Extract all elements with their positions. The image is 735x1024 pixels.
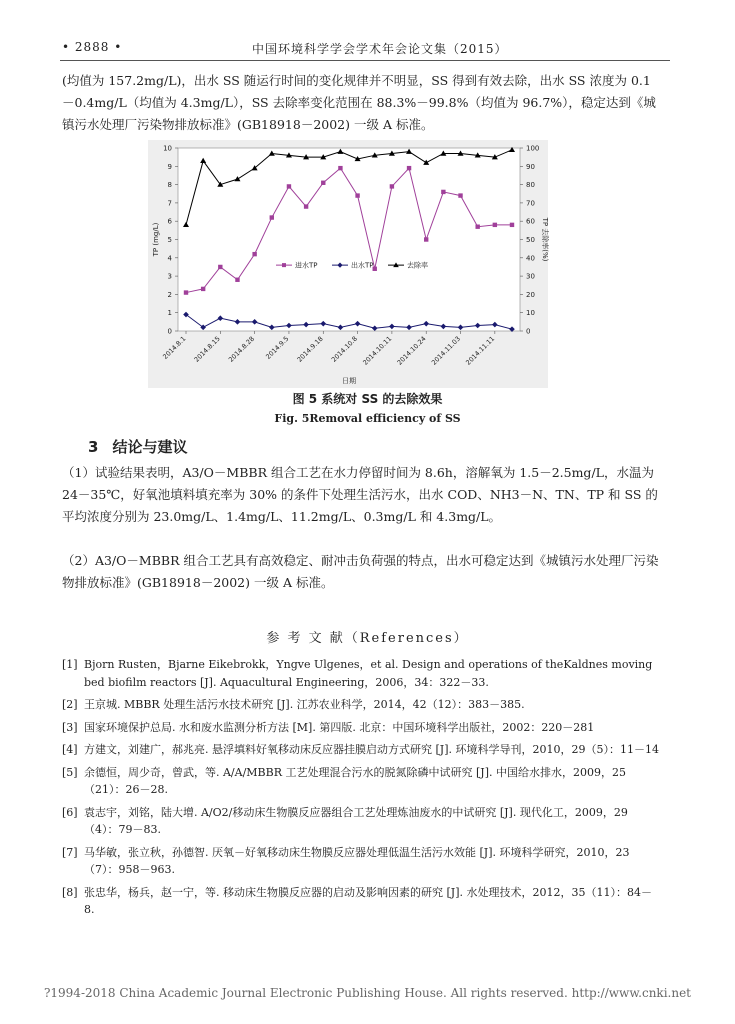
data-point-inflow-tp <box>338 166 342 170</box>
plot-area <box>178 148 520 331</box>
reference-item <box>62 884 662 919</box>
section-number: 3 <box>88 438 99 456</box>
y-tick-label: 0 <box>167 327 172 336</box>
paragraph-conclusion-2: （2）A3/O－MBBR 组合工艺具有高效稳定、耐冲击负荷强的特点，出水可稳定达到《城镇污水处理厂污染物排放标准》(GB18918－2002) 一级 A 标准。 <box>62 553 659 590</box>
x-tick-label: 2014.9.5 <box>264 334 291 361</box>
y-tick-label: 2 <box>167 290 172 299</box>
reference-number: [4] <box>62 743 78 756</box>
x-tick-label: 2014.8.1 <box>161 334 188 361</box>
paragraph-ss-results: (均值为 157.2mg/L)，出水 SS 随运行时间的变化规律并不明显，SS 得到有效去除，出水 SS 浓度为 0.1－0.4mg/L（均值为 4.3mg/L），SS 去除率变化范围在 88.3%－99.8%（均值为 96.7%），稳定达到《城镇污水处理厂污染物排放标准》(GB18918－2002) 一级 A 标准。 <box>62 73 656 132</box>
reference-item <box>62 656 662 691</box>
y2-tick-label: 70 <box>526 199 535 208</box>
reference-text: 袁志宇，刘铭，陆大增. A/O2/移动床生物膜反应器组合工艺处理炼油废水的中试研究 [J]. 现代化工，2009，29（4）：79－83. <box>84 805 628 836</box>
x-tick-label: 2014.10.11 <box>361 334 394 367</box>
y2-tick-label: 60 <box>526 217 535 226</box>
reference-text: 马华敏，张立秋，孙德智. 厌氧－好氧移动床生物膜反应器处理低温生活污水效能 [J]. 环境科学研究，2010，23（7）：958－963. <box>84 845 630 876</box>
y-axis-label: TP (mg/L) <box>152 222 160 257</box>
legend-label: 出水TP <box>351 261 374 270</box>
y2-tick-label: 0 <box>526 327 531 336</box>
reference-number: [6] <box>62 805 78 819</box>
y-tick-label: 3 <box>167 272 172 281</box>
reference-item <box>62 719 662 737</box>
reference-number: [2] <box>62 698 78 711</box>
reference-number: [3] <box>62 720 78 734</box>
x-tick-label: 2014.9.18 <box>295 334 325 364</box>
reference-item <box>62 764 662 799</box>
data-point-inflow-tp <box>493 223 497 227</box>
y-tick-label: 6 <box>167 217 172 226</box>
x-axis-label: 日期 <box>342 377 356 385</box>
data-point-inflow-tp <box>287 184 291 188</box>
y2-tick-label: 50 <box>526 236 535 244</box>
legend-marker <box>282 263 286 267</box>
reference-text: Bjorn Rusten，Bjarne Eikebrokk，Yngve Ulgenes，et al. Design and operations of theKaldnes moving bed biofilm reactors [J]. Aquacultural Engineering，2006，34：322－33. <box>84 658 653 689</box>
y-tick-label: 9 <box>167 162 172 171</box>
data-point-inflow-tp <box>218 265 222 269</box>
data-point-inflow-tp <box>184 290 188 294</box>
y2-tick-label: 90 <box>526 162 535 171</box>
y-tick-label: 4 <box>167 254 172 263</box>
data-point-inflow-tp <box>390 184 394 188</box>
data-point-inflow-tp <box>407 166 411 170</box>
reference-number: [5] <box>62 765 78 779</box>
section-heading <box>88 436 187 457</box>
references-title: 参 考 文 献（References） <box>266 631 469 646</box>
data-point-inflow-tp <box>510 223 514 227</box>
figure-caption-en: Fig. 5Removal efficiency of SS <box>274 412 461 425</box>
paragraph-conclusion-1: （1）试验结果表明，A3/O－MBBR 组合工艺在水力停留时间为 8.6h，溶解氧为 1.5－2.5mg/L，水温为 24－35℃，好氧池填料填充率为 30% 的条件下处理生活污水，出水 COD、NH3－N、TN、TP 和 SS 的平均浓度分别为 23.0mg/L、1.4mg/L、11.2mg/L、0.3mg/L 和 4.3mg/L。 <box>62 465 658 524</box>
y-tick-label: 7 <box>167 199 172 208</box>
tp-chart-svg <box>148 140 548 388</box>
reference-item <box>62 696 662 714</box>
data-point-inflow-tp <box>458 193 462 197</box>
x-tick-label: 2014.8.15 <box>192 334 222 364</box>
y2-tick-label: 10 <box>526 309 535 318</box>
reference-number: [7] <box>62 845 78 859</box>
x-tick-label: 2014.10.24 <box>395 334 428 367</box>
legend-label: 进水TP <box>295 261 318 270</box>
y-tick-label: 8 <box>167 181 172 190</box>
data-point-inflow-tp <box>252 252 256 256</box>
data-point-inflow-tp <box>441 190 445 194</box>
section-title: 结论与建议 <box>112 438 188 456</box>
reference-item <box>62 804 662 839</box>
x-tick-label: 2014.10.8 <box>329 334 359 364</box>
reference-text: 王京城. MBBR 处理生活污水技术研究 [J]. 江苏农业科学，2014，42（12）：383－385. <box>84 698 525 711</box>
y-tick-label: 10 <box>163 144 172 153</box>
reference-item <box>62 741 662 759</box>
data-point-inflow-tp <box>304 204 308 208</box>
y2-tick-label: 20 <box>526 290 535 299</box>
figure-caption-cn: 图 5 系统对 SS 的去除效果 <box>292 392 443 406</box>
reference-item <box>62 844 662 879</box>
data-point-inflow-tp <box>424 237 428 241</box>
header-rule <box>60 60 670 61</box>
y2-axis-label: TP 去除率(%) <box>541 217 549 262</box>
data-point-inflow-tp <box>321 181 325 185</box>
x-tick-label: 2014.11.11 <box>464 334 497 367</box>
copyright-footer: ?1994-2018 China Academic Journal Electronic Publishing House. All rights reserved. http://www.cnki.net <box>43 986 692 1000</box>
reference-number: [1] <box>62 658 78 671</box>
legend-label: 去除率 <box>407 261 428 270</box>
y2-tick-label: 40 <box>526 254 535 263</box>
reference-text: 余德恒，周少奇，曾武，等. A/A/MBBR 工艺处理混合污水的脱氮除磷中试研究 [J]. 中国给水排水，2009，25（21）：26－28. <box>84 765 626 796</box>
data-point-inflow-tp <box>201 287 205 291</box>
reference-text: 国家环境保护总局. 水和废水监测分析方法 [M]. 第四版. 北京：中国环境科学出版社，2002：220－281 <box>84 720 595 734</box>
data-point-inflow-tp <box>475 224 479 228</box>
y-tick-label: 1 <box>167 309 172 318</box>
data-point-inflow-tp <box>355 193 359 197</box>
references-list <box>62 656 662 924</box>
x-tick-label: 2014.8.28 <box>226 334 257 364</box>
x-tick-label: 2014.11.03 <box>429 334 462 367</box>
y2-tick-label: 100 <box>526 144 540 153</box>
data-point-inflow-tp <box>235 278 239 282</box>
y2-tick-label: 80 <box>526 181 535 190</box>
page-number: • 2888 • <box>62 40 123 54</box>
reference-number: [8] <box>62 885 78 899</box>
figure-5-chart <box>148 140 548 388</box>
y2-tick-label: 30 <box>526 272 535 281</box>
y-tick-label: 5 <box>167 236 172 244</box>
reference-text: 张忠华，杨兵，赵一宁，等. 移动床生物膜反应器的启动及影响因素的研究 [J]. 水处理技术，2012，35（11）：84－8. <box>84 885 652 916</box>
reference-text: 方建文，刘建广，郝兆亮. 悬浮填料好氧移动床反应器挂膜启动方式研究 [J]. 环境科学导刊，2010，29（5）：11－14 <box>84 743 659 756</box>
running-header-title: 中国环境科学学会学术年会论文集（2015） <box>252 42 508 56</box>
data-point-inflow-tp <box>270 215 274 219</box>
